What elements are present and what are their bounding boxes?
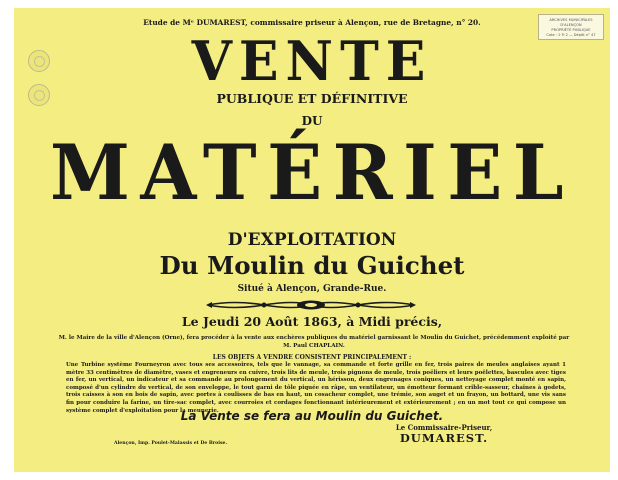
objects-description: Une Turbine système Fourneyron avec tous ses accessoires, tels que le vannage, sa commande et forte grille en fer, trois paires de meules anglaises ayant 1 mètre 33 centimètres de diamètre, vases et engreneurs en cuivre, trois lits de meule, trois pignons de meule, trois poëliers et leurs poêlettes, bascules avec tiges en fer, un vertical, un indicateur et sa commande au prolongement du vertical, un hérisson, deux engrenages coniques, un nettoyage complet monté en sapin, composé d'un cylindre du vertical, de son enveloppe, le tout garni de tôle piquée en râpe, un ventilateur, un émotteur formant crible-sasseur, chaînes à godets, trois caisses à son en bois de sapin, avec portes à coulisses de bas en haut, un cosacheur complet, une trémie, son auget et un frayon, un bottard, une vis sans fin pour conduire la farine, un tire-sac complet, avec courroies et cordages fonctionnant intérieurement et extérieurement ; en un mot tout ce qui compose un système complet d'exploitation pour la meunerie. — [66, 362, 566, 414]
stamp-line: ARCHIVES MUNICIPALES — [549, 18, 593, 22]
sale-date: Le Jeudi 20 Août 1863, à Midi précis, — [181, 314, 443, 329]
closing-line: La Vente se fera au Moulin du Guichet. — [180, 409, 444, 423]
exploitation-heading: D'EXPLOITATION — [227, 230, 397, 250]
auction-poster — [14, 8, 610, 472]
location-line: Situé à Alençon, Grande-Rue. — [237, 284, 387, 294]
poster-title: VENTE — [191, 29, 433, 94]
stamp-line: D'ALENÇON — [560, 23, 582, 27]
mayor-notice: M. le Maire de la ville d'Alençon (Orne), fera procéder à la vente aux enchères publiques du matériel garnissant le Moulin du Guichet, précédemment exploité par M. Paul CHAPLAIN. — [58, 335, 570, 350]
auctioneer-signature: DUMAREST. — [399, 431, 489, 445]
poster-subtitle: PUBLIQUE ET DÉFINITIVE — [216, 91, 408, 106]
ornament-icon — [204, 299, 418, 311]
printer-credit: Alençon, Imp. Poulet-Malassis et De Broise. — [114, 441, 228, 446]
stamp-line: Cote : 2 Fi 2 — Dépôt n° 47 — [546, 33, 596, 37]
du-label: DU — [301, 114, 323, 128]
materiel-heading: MATÉRIEL — [50, 128, 574, 217]
auctioneer-title: Le Commissaire-Priseur, — [395, 423, 493, 432]
objects-heading: LES OBJETS A VENDRE CONSISTENT PRINCIPALEMENT : — [212, 354, 412, 361]
notary-header: Etude de Mᵉ DUMAREST, commissaire priseur à Alençon, rue de Bretagne, n° 20. — [143, 18, 481, 27]
stamp-line: PROPRIÉTÉ PUBLIQUE — [551, 28, 591, 32]
ornament-divider — [204, 296, 418, 308]
mill-name: Du Moulin du Guichet — [159, 251, 465, 280]
